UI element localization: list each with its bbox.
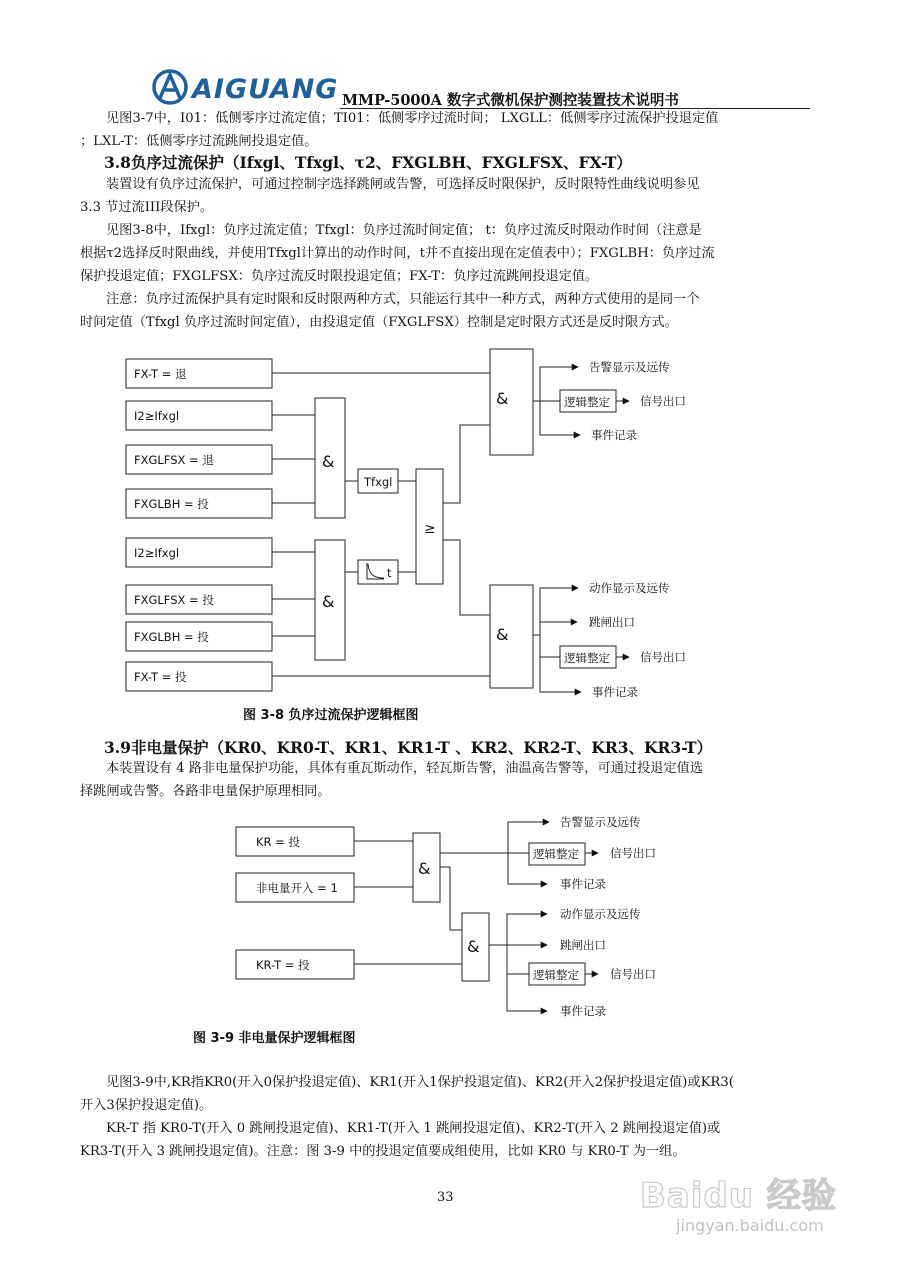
input-label: FXGLBH = 投 — [134, 497, 209, 511]
text-line: 择跳闸或告警。各路非电量保护原理相同。 — [80, 784, 331, 799]
text-line: 保护投退定值；FXGLFSX：负序过流反时限投退定值；FX-T：负序过流跳闸投退定值。 — [80, 269, 599, 284]
output-event: 事件记录 — [591, 428, 637, 442]
text-line: 见图3-9中,KR指KR0(开入0保护投退定值)、KR1(开入1保护投退定值)、KR2(开入2保护投退定值)或KR3( — [106, 1075, 734, 1090]
text-line: 装置设有负序过流保护，可通过控制字选择跳闸或告警，可选择反时限保护，反时限特性曲线说明参见 — [106, 177, 700, 192]
text-line: 3.3 节过流III段保护。 — [80, 200, 214, 215]
input-label: FXGLFSX = 退 — [134, 453, 214, 467]
logic-label: 逻辑整定 — [533, 847, 579, 861]
output-trip: 跳闸出口 — [560, 938, 606, 952]
output-signal: 信号出口 — [610, 967, 656, 981]
timer-label: Tfxgl — [364, 475, 393, 489]
output-action: 动作显示及远传 — [589, 581, 670, 595]
input-label: FXGLBH = 投 — [134, 630, 209, 644]
output-signal: 信号出口 — [640, 650, 686, 664]
logic-label: 逻辑整定 — [564, 395, 610, 409]
logic-label: 逻辑整定 — [533, 968, 579, 982]
input-label: KR-T = 投 — [256, 958, 310, 972]
input-label: 非电量开入 = 1 — [256, 881, 338, 895]
watermark-url: jingyan.baidu.com — [676, 1216, 824, 1235]
input-label: FXGLFSX = 投 — [134, 593, 214, 607]
input-label: I2≥Ifxgl — [134, 409, 180, 423]
text-line: ；LXL-T：低侧零序过流跳闸投退定值。 — [80, 134, 318, 149]
doc-title: MMP-5000A 数字式微机保护测控装置技术说明书 — [342, 92, 679, 109]
output-trip: 跳闸出口 — [589, 615, 635, 629]
logic-label: 逻辑整定 — [564, 651, 610, 665]
output-event: 事件记录 — [560, 877, 606, 891]
watermark-brand: Baidu 经验 — [640, 1176, 837, 1216]
text-line: 时间定值（Tfxgl 负序过流时间定值），由投退定值（FXGLFSX）控制是定时限方式还是反时限方式。 — [80, 315, 678, 330]
text-line: 开入3保护投退定值)。 — [80, 1098, 213, 1113]
text-line: 根据τ2选择反时限曲线，并使用Tfxgl计算出的动作时间，t并不直接出现在定值表中）；FXGLBH：负序过流 — [80, 246, 715, 261]
or-symbol: ≥ — [424, 521, 436, 537]
input-label: FX-T = 退 — [134, 367, 187, 381]
logo-wordmark: AIGUANG — [192, 74, 339, 105]
and-symbol: & — [418, 859, 431, 878]
input-label: I2≥Ifxgl — [134, 546, 180, 560]
para-39-note — [80, 1071, 840, 1163]
text-line: KR3-T(开入 3 跳闸投退定值)。注意：图 3-9 中的投退定值要成组使用，比如 KR0 与 KR0-T 为一组。 — [80, 1144, 686, 1159]
and-symbol: & — [322, 452, 335, 471]
text-line: 见图3-8中，Ifxgl：负序过流定值；Tfxgl：负序过流时间定值； t：负序过流反时限动作时间（注意是 — [106, 223, 702, 238]
input-label: FX-T = 投 — [134, 670, 187, 684]
section-39-heading: 3.9非电量保护（KR0、KR0-T、KR1、KR1-T 、KR2、KR2-T、KR3、KR3-T） — [104, 738, 713, 757]
and-symbol: & — [467, 937, 480, 956]
inverse-timer-label: t — [387, 566, 392, 580]
page-number: 33 — [437, 1190, 454, 1205]
output-alarm: 告警显示及远传 — [560, 815, 641, 829]
output-signal: 信号出口 — [610, 846, 656, 860]
section-38-heading: 3.8负序过流保护（Ifxgl、Tfxgl、τ2、FXGLBH、FXGLFSX、FX-T） — [104, 153, 632, 172]
and-symbol: & — [322, 592, 335, 611]
text-line: 注意：负序过流保护具有定时限和反时限两种方式，只能运行其中一种方式，两种方式使用的是同一个 — [106, 292, 700, 307]
and-symbol: & — [496, 389, 509, 408]
figure-caption-39: 图 3-9 非电量保护逻辑框图 — [193, 1031, 356, 1046]
output-action: 动作显示及远传 — [560, 907, 641, 921]
output-event: 事件记录 — [592, 685, 638, 699]
input-label: KR = 投 — [256, 835, 300, 849]
text-line: KR-T 指 KR0-T(开入 0 跳闸投退定值)、KR1-T(开入 1 跳闸投退定值)、KR2-T(开入 2 跳闸投退定值)或 — [106, 1121, 721, 1136]
text-line: 本装置设有 4 路非电量保护功能，具体有重瓦斯动作，轻瓦斯告警，油温高告警等，可通过投退定值选 — [106, 761, 704, 776]
output-event: 事件记录 — [560, 1004, 606, 1018]
and-symbol: & — [496, 625, 509, 644]
output-signal: 信号出口 — [640, 394, 686, 408]
figure-caption-38: 图 3-8 负序过流保护逻辑框图 — [243, 708, 419, 723]
output-alarm: 告警显示及远传 — [589, 360, 670, 374]
text-line: 见图3-7中，I01：低侧零序过流定值；TI01：低侧零序过流时间； LXGLL：低侧零序过流保护投退定值 — [106, 111, 719, 126]
